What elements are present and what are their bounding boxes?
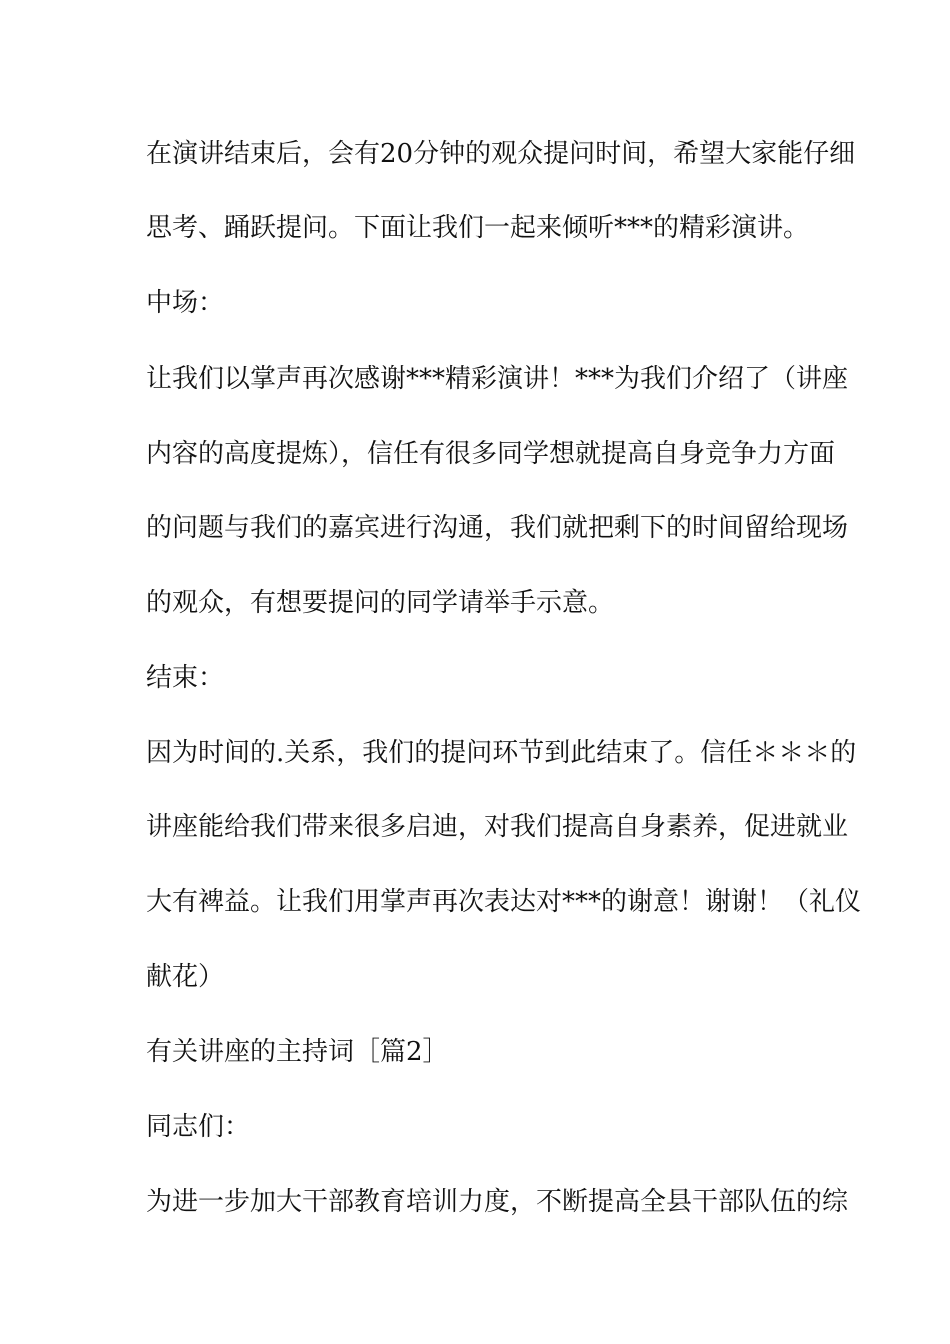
text-line: 让我们以掌声再次感谢***精彩演讲！***为我们介绍了（讲座 [146, 364, 849, 394]
text-line: 的问题与我们的嘉宾进行沟通，我们就把剩下的时间留给现场 [146, 513, 849, 543]
salutation: 同志们： [146, 1112, 251, 1142]
article-title: 有关讲座的主持词［篇2］ [146, 1037, 449, 1067]
text-line: 的观众，有想要提问的同学请举手示意。 [146, 588, 615, 618]
text-line: 思考、踊跃提问。下面让我们一起来倾听***的精彩演讲。 [146, 213, 810, 243]
text-line: 为进一步加大干部教育培训力度，不断提高全县干部队伍的综 [146, 1187, 849, 1217]
text-line: 讲座能给我们带来很多启迪，对我们提高自身素养，促进就业 [146, 812, 849, 842]
text-line: 因为时间的.关系，我们的提问环节到此结束了。信任＊＊＊的 [146, 738, 857, 768]
section-heading: 中场： [146, 288, 225, 318]
section-heading: 结束： [146, 663, 225, 693]
text-line: 在演讲结束后，会有20分钟的观众提问时间，希望大家能仔细 [146, 139, 856, 169]
text-line: 内容的高度提炼），信任有很多同学想就提高自身竞争力方面 [146, 439, 836, 469]
text-line: 大有裨益。让我们用掌声再次表达对***的谢意！谢谢！（礼仪 [146, 887, 862, 917]
text-line: 献花） [146, 962, 225, 992]
